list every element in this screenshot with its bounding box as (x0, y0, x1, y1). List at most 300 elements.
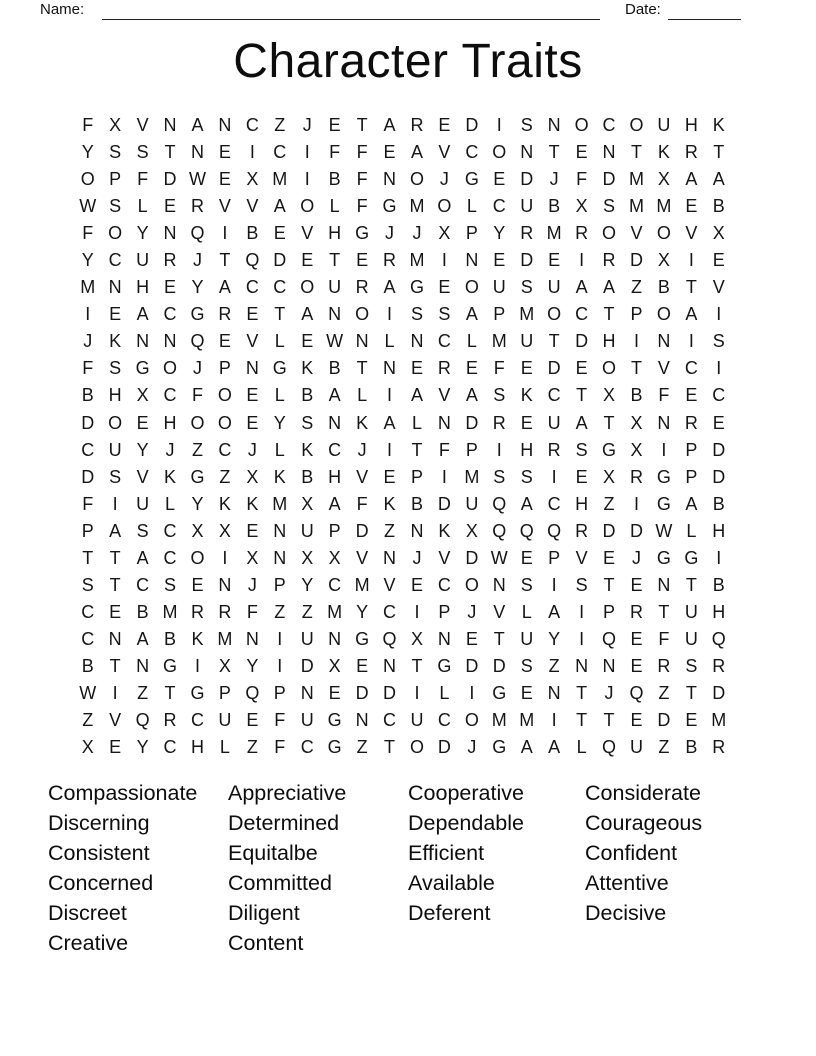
grid-cell-r18-c1: S (81, 574, 94, 595)
grid-cell-r6-c21: D (629, 250, 643, 271)
grid-cell-r7-c17: S (520, 277, 533, 298)
grid-cell-r23-c16: M (491, 710, 507, 731)
grid-cell-r6-c15: N (465, 250, 479, 271)
grid-cell-r21-c19: N (575, 655, 589, 676)
grid-cell-r15-c21: I (633, 493, 639, 514)
grid-cell-r18-c6: N (218, 574, 232, 595)
grid-cell-r12-c11: K (356, 412, 369, 433)
word-list-item: Dependable (408, 810, 524, 835)
name-label: Name: (40, 1, 85, 18)
grid-cell-r21-c1: B (81, 655, 94, 676)
grid-cell-r23-c24: M (711, 710, 727, 731)
grid-cell-r22-c8: P (273, 683, 286, 703)
word-list-item: Determined (228, 810, 340, 835)
grid-cell-r13-c12: I (387, 439, 393, 460)
grid-cell-r5-c4: N (163, 223, 177, 244)
grid-cell-r3-c19: F (576, 169, 588, 190)
grid-cell-r14-c6: Z (219, 466, 231, 487)
grid-cell-r9-c13: N (410, 331, 424, 352)
grid-cell-r10-c14: R (437, 358, 451, 379)
grid-cell-r7-c1: M (80, 277, 96, 298)
grid-cell-r20-c4: B (164, 628, 177, 649)
date-blank-line (668, 2, 741, 20)
grid-cell-r3-c1: O (80, 169, 95, 190)
grid-cell-r9-c6: E (218, 331, 231, 352)
grid-cell-r6-c9: E (301, 250, 314, 271)
grid-cell-r18-c13: E (410, 574, 423, 595)
grid-cell-r20-c24: Q (711, 628, 726, 649)
grid-cell-r14-c3: V (136, 466, 149, 487)
grid-cell-r18-c14: C (437, 574, 451, 595)
grid-cell-r7-c22: B (657, 277, 670, 298)
grid-cell-r21-c24: R (712, 655, 726, 676)
grid-cell-r10-c23: C (684, 358, 698, 379)
grid-cell-r9-c3: N (136, 331, 150, 352)
word-column-4 (585, 779, 702, 929)
grid-cell-r12-c12: A (383, 412, 396, 433)
grid-cell-r9-c20: H (602, 331, 616, 352)
word-column-2 (228, 779, 346, 958)
grid-cell-r5-c10: H (328, 223, 342, 244)
grid-cell-r9-c10: W (326, 331, 344, 352)
grid-cell-r14-c17: S (520, 466, 533, 487)
grid-cell-r20-c22: F (658, 628, 670, 649)
grid-cell-r14-c9: B (301, 466, 314, 487)
grid-cell-r16-c9: U (300, 520, 314, 541)
grid-cell-r15-c24: B (712, 493, 725, 514)
grid-cell-r22-c23: T (685, 683, 697, 703)
grid-cell-r15-c1: F (82, 493, 94, 514)
grid-cell-r22-c20: J (604, 683, 614, 703)
grid-cell-r4-c15: L (466, 196, 477, 217)
grid-cell-r23-c7: E (246, 710, 259, 731)
grid-cell-r16-c7: E (246, 520, 259, 541)
grid-cell-r1-c24: K (712, 115, 725, 136)
word-column-3 (408, 779, 524, 929)
grid-cell-r3-c11: F (356, 169, 368, 190)
grid-cell-r15-c2: I (112, 493, 118, 514)
grid-cell-r5-c20: O (602, 223, 617, 244)
grid-cell-r11-c8: L (274, 385, 285, 406)
grid-cell-r20-c10: N (328, 628, 342, 649)
grid-cell-r13-c14: F (438, 439, 450, 460)
grid-cell-r3-c6: E (218, 169, 231, 190)
grid-cell-r6-c22: X (657, 250, 670, 271)
grid-cell-r7-c12: A (383, 277, 396, 298)
grid-cell-r3-c7: X (246, 169, 259, 190)
grid-cell-r17-c13: J (412, 547, 422, 568)
grid-cell-r21-c11: E (356, 655, 369, 676)
grid-cell-r14-c5: G (190, 466, 205, 487)
grid-cell-r15-c3: U (136, 493, 150, 514)
grid-cell-r1-c3: V (136, 115, 149, 136)
grid-cell-r21-c12: N (383, 655, 397, 676)
grid-cell-r4-c19: X (575, 196, 588, 217)
grid-cell-r16-c1: P (81, 520, 94, 541)
grid-cell-r19-c17: L (521, 601, 532, 622)
grid-cell-r12-c14: N (437, 412, 451, 433)
grid-cell-r4-c16: C (492, 196, 506, 217)
grid-cell-r7-c16: U (492, 277, 506, 298)
grid-cell-r24-c4: C (163, 737, 177, 758)
grid-cell-r6-c10: T (329, 250, 341, 271)
grid-cell-r24-c13: O (409, 737, 424, 758)
grid-cell-r12-c5: O (190, 412, 205, 433)
grid-cell-r8-c3: A (136, 304, 149, 325)
grid-cell-r23-c2: V (109, 710, 122, 731)
word-list-item: Decisive (585, 900, 667, 925)
grid-cell-r22-c3: Z (137, 683, 149, 703)
grid-cell-r1-c10: E (328, 115, 341, 136)
grid-cell-r23-c3: Q (135, 710, 150, 731)
grid-cell-r7-c14: E (438, 277, 451, 298)
grid-cell-r13-c19: S (575, 439, 588, 460)
grid-cell-r13-c1: C (81, 439, 95, 460)
grid-cell-r5-c8: E (273, 223, 286, 244)
grid-cell-r22-c1: W (79, 683, 97, 703)
grid-cell-r21-c16: D (492, 655, 506, 676)
grid-cell-r13-c2: U (108, 439, 122, 460)
grid-cell-r4-c5: R (190, 196, 204, 217)
grid-cell-r17-c3: A (136, 547, 149, 568)
grid-cell-r5-c5: Q (190, 223, 205, 244)
grid-cell-r24-c9: C (300, 737, 314, 758)
word-list-item: Diligent (228, 900, 300, 925)
grid-cell-r24-c19: L (576, 737, 587, 758)
grid-cell-r3-c13: O (409, 169, 424, 190)
grid-cell-r4-c13: M (409, 196, 425, 217)
grid-cell-r14-c18: I (551, 466, 557, 487)
grid-cell-r21-c17: S (520, 655, 533, 676)
word-list-item: Appreciative (228, 781, 347, 805)
grid-cell-r7-c24: V (712, 277, 725, 298)
grid-cell-r13-c16: I (496, 439, 502, 460)
grid-cell-r10-c7: N (245, 358, 259, 379)
grid-cell-r10-c9: K (301, 358, 314, 379)
grid-cell-r10-c17: E (520, 358, 533, 379)
grid-cell-r22-c19: T (576, 683, 588, 703)
grid-cell-r11-c21: B (630, 385, 643, 406)
grid-cell-r14-c12: E (383, 466, 396, 487)
grid-cell-r23-c12: C (383, 710, 397, 731)
grid-cell-r23-c22: D (657, 710, 671, 731)
grid-cell-r6-c14: I (441, 250, 447, 271)
word-list-item: Discreet (48, 900, 127, 925)
word-list-item: Compassionate (48, 781, 198, 805)
grid-cell-r14-c13: P (410, 466, 423, 487)
grid-cell-r21-c23: S (685, 655, 698, 676)
grid-cell-r8-c19: C (575, 304, 589, 325)
grid-cell-r20-c11: G (355, 628, 370, 649)
grid-cell-r18-c23: T (685, 574, 697, 595)
grid-cell-r17-c2: T (109, 547, 121, 568)
grid-cell-r1-c11: T (356, 115, 368, 136)
word-list-item: Equitalbe (228, 840, 318, 865)
grid-cell-r1-c19: O (574, 115, 589, 136)
grid-cell-r19-c8: Z (274, 601, 286, 622)
grid-cell-r3-c22: X (657, 169, 670, 190)
grid-cell-r12-c20: T (603, 412, 615, 433)
grid-cell-r21-c14: G (437, 655, 452, 676)
grid-cell-r11-c10: A (328, 385, 341, 406)
grid-cell-r22-c12: D (383, 683, 397, 703)
grid-cell-r5-c3: Y (136, 223, 149, 244)
grid-cell-r24-c23: B (685, 737, 698, 758)
grid-cell-r3-c12: N (383, 169, 397, 190)
grid-cell-r21-c8: I (277, 655, 283, 676)
grid-cell-r8-c14: S (438, 304, 451, 325)
grid-cell-r12-c13: L (411, 412, 422, 433)
grid-cell-r2-c2: S (109, 142, 122, 163)
grid-cell-r1-c15: D (465, 115, 479, 136)
grid-cell-r23-c20: T (603, 710, 615, 731)
word-list-item: Available (408, 870, 495, 895)
grid-cell-r1-c9: J (302, 115, 312, 136)
grid-cell-r14-c1: D (81, 466, 95, 487)
grid-cell-r13-c11: J (357, 439, 367, 460)
grid-cell-r5-c9: V (301, 223, 314, 244)
grid-cell-r3-c15: G (464, 169, 479, 190)
grid-cell-r16-c23: L (686, 520, 697, 541)
grid-cell-r7-c5: Y (191, 277, 204, 298)
grid-cell-r10-c20: O (602, 358, 617, 379)
grid-cell-r10-c4: O (163, 358, 178, 379)
grid-cell-r9-c11: N (355, 331, 369, 352)
grid-cell-r6-c17: D (520, 250, 534, 271)
grid-cell-r11-c18: C (547, 385, 561, 406)
grid-cell-r11-c9: B (301, 385, 314, 406)
grid-cell-r12-c24: E (712, 412, 725, 433)
grid-cell-r22-c2: I (112, 683, 118, 703)
grid-cell-r19-c18: A (548, 601, 561, 622)
grid-cell-r17-c23: G (684, 547, 699, 568)
grid-cell-r23-c21: E (630, 710, 643, 731)
page-title: Character Traits (233, 35, 583, 88)
grid-cell-r12-c7: E (246, 412, 259, 433)
grid-cell-r11-c23: E (685, 385, 698, 406)
grid-cell-r1-c20: C (602, 115, 616, 136)
grid-cell-r14-c19: E (575, 466, 588, 487)
grid-cell-r22-c18: N (547, 683, 561, 703)
grid-cell-r5-c14: X (438, 223, 451, 244)
grid-cell-r9-c2: K (109, 331, 122, 352)
grid-cell-r20-c1: C (81, 628, 95, 649)
grid-cell-r7-c13: G (409, 277, 424, 298)
grid-cell-r2-c12: E (383, 142, 396, 163)
grid-cell-r2-c11: F (356, 142, 368, 163)
grid-cell-r21-c20: N (602, 655, 616, 676)
grid-cell-r3-c16: E (493, 169, 506, 190)
grid-cell-r19-c11: Y (356, 601, 369, 622)
grid-cell-r5-c13: J (412, 223, 422, 244)
grid-cell-r8-c23: A (685, 304, 698, 325)
grid-cell-r12-c16: R (492, 412, 506, 433)
grid-cell-r10-c21: T (630, 358, 642, 379)
grid-cell-r9-c15: L (466, 331, 477, 352)
grid-cell-r18-c5: E (191, 574, 204, 595)
grid-cell-r15-c22: G (656, 493, 671, 514)
grid-cell-r4-c6: V (218, 196, 231, 217)
grid-cell-r20-c6: M (217, 628, 233, 649)
grid-cell-r15-c23: A (685, 493, 698, 514)
grid-cell-r21-c6: X (218, 655, 231, 676)
grid-cell-r11-c5: F (191, 385, 203, 406)
grid-cell-r24-c1: X (81, 737, 94, 758)
grid-cell-r14-c4: K (164, 466, 177, 487)
grid-cell-r7-c3: H (136, 277, 150, 298)
word-list-item: Attentive (585, 870, 669, 895)
grid-cell-r7-c11: R (355, 277, 369, 298)
grid-cell-r2-c14: V (438, 142, 451, 163)
grid-cell-r7-c8: C (273, 277, 287, 298)
grid-cell-r1-c6: N (218, 115, 232, 136)
grid-cell-r13-c5: Z (191, 439, 203, 460)
grid-cell-r13-c23: P (685, 439, 698, 460)
grid-cell-r17-c22: G (656, 547, 671, 568)
grid-cell-r13-c15: P (465, 439, 478, 460)
grid-cell-r1-c13: R (410, 115, 424, 136)
grid-cell-r4-c10: L (329, 196, 340, 217)
grid-cell-r23-c1: Z (82, 710, 94, 731)
grid-cell-r1-c16: I (496, 115, 502, 136)
grid-cell-r11-c17: K (520, 385, 533, 406)
grid-cell-r20-c14: N (437, 628, 451, 649)
grid-cell-r11-c13: A (410, 385, 423, 406)
grid-cell-r2-c23: R (684, 142, 698, 163)
grid-cell-r3-c9: I (304, 169, 310, 190)
grid-cell-r18-c10: C (328, 574, 342, 595)
grid-cell-r4-c8: A (273, 196, 286, 217)
grid-cell-r6-c5: J (192, 250, 202, 271)
word-list-item: Efficient (408, 840, 485, 865)
grid-cell-r13-c13: T (411, 439, 423, 460)
grid-cell-r1-c14: E (438, 115, 451, 136)
grid-cell-r24-c22: Z (658, 737, 670, 758)
grid-cell-r16-c16: Q (492, 520, 507, 541)
grid-cell-r10-c12: N (383, 358, 397, 379)
grid-cell-r16-c5: X (191, 520, 204, 541)
grid-cell-r15-c6: K (218, 493, 231, 514)
grid-cell-r10-c19: E (575, 358, 588, 379)
grid-cell-r17-c15: D (465, 547, 479, 568)
grid-cell-r8-c15: A (465, 304, 478, 325)
grid-cell-r20-c17: U (520, 628, 534, 649)
grid-cell-r18-c15: O (464, 574, 479, 595)
grid-cell-r22-c10: E (328, 683, 341, 703)
grid-cell-r2-c21: T (630, 142, 642, 163)
grid-cell-r2-c22: K (657, 142, 670, 163)
grid-cell-r18-c2: T (109, 574, 121, 595)
grid-cell-r24-c10: G (327, 737, 342, 758)
grid-cell-r1-c17: S (520, 115, 533, 136)
grid-cell-r20-c2: N (108, 628, 122, 649)
grid-cell-r24-c2: E (109, 737, 122, 758)
grid-cell-r6-c3: U (136, 250, 150, 271)
grid-cell-r21-c22: R (657, 655, 671, 676)
grid-cell-r18-c21: E (630, 574, 643, 595)
grid-cell-r24-c14: D (437, 737, 451, 758)
grid-cell-r4-c21: M (628, 196, 644, 217)
grid-cell-r10-c18: D (547, 358, 561, 379)
grid-cell-r19-c22: T (658, 601, 670, 622)
grid-cell-r5-c16: Y (493, 223, 506, 244)
grid-cell-r22-c16: G (492, 683, 507, 703)
word-list-item: Consistent (48, 840, 150, 865)
grid-cell-r18-c9: Y (301, 574, 314, 595)
grid-cell-r24-c5: H (190, 737, 204, 758)
grid-cell-r3-c18: J (549, 169, 559, 190)
grid-cell-r23-c14: C (437, 710, 451, 731)
grid-cell-r4-c4: E (164, 196, 177, 217)
grid-cell-r17-c17: E (520, 547, 533, 568)
grid-cell-r22-c14: L (439, 683, 450, 703)
grid-cell-r3-c20: D (602, 169, 616, 190)
grid-cell-r24-c12: T (384, 737, 396, 758)
grid-cell-r12-c22: N (657, 412, 671, 433)
grid-cell-r23-c19: T (576, 710, 588, 731)
grid-cell-r24-c7: Z (246, 737, 258, 758)
grid-cell-r9-c18: T (548, 331, 560, 352)
grid-cell-r5-c17: R (520, 223, 534, 244)
grid-cell-r5-c11: G (355, 223, 370, 244)
grid-cell-r17-c5: O (190, 547, 205, 568)
grid-cell-r1-c12: A (383, 115, 396, 136)
grid-cell-r2-c16: O (492, 142, 507, 163)
grid-cell-r11-c24: C (712, 385, 726, 406)
grid-cell-r8-c10: N (328, 304, 342, 325)
grid-cell-r12-c8: Y (273, 412, 286, 433)
grid-cell-r4-c18: B (548, 196, 561, 217)
grid-cell-r19-c10: M (327, 601, 343, 622)
grid-cell-r19-c1: C (81, 601, 95, 622)
grid-cell-r13-c18: R (547, 439, 561, 460)
grid-cell-r17-c21: J (631, 547, 641, 568)
grid-cell-r19-c15: J (467, 601, 477, 622)
grid-cell-r3-c4: D (163, 169, 177, 190)
grid-cell-r9-c23: I (688, 331, 694, 352)
grid-cell-r16-c4: C (163, 520, 177, 541)
grid-cell-r8-c7: E (246, 304, 259, 325)
grid-cell-r2-c4: T (164, 142, 176, 163)
grid-cell-r19-c20: P (603, 601, 616, 622)
grid-cell-r19-c7: F (246, 601, 258, 622)
grid-cell-r23-c6: U (218, 710, 232, 731)
grid-cell-r17-c16: W (490, 547, 508, 568)
grid-cell-r21-c2: T (109, 655, 121, 676)
grid-cell-r12-c21: X (630, 412, 643, 433)
grid-cell-r19-c9: Z (301, 601, 313, 622)
grid-cell-r18-c11: M (354, 574, 370, 595)
grid-cell-r18-c20: T (603, 574, 615, 595)
grid-cell-r17-c24: I (716, 547, 722, 568)
grid-cell-r15-c16: Q (492, 493, 507, 514)
grid-cell-r6-c7: Q (245, 250, 260, 271)
grid-cell-r10-c2: S (109, 358, 122, 379)
grid-cell-r20-c18: Y (548, 628, 561, 649)
grid-cell-r24-c21: U (629, 737, 643, 758)
grid-cell-r22-c22: Z (658, 683, 670, 703)
grid-cell-r3-c14: J (439, 169, 449, 190)
grid-cell-r20-c12: Q (382, 628, 397, 649)
name-blank-line (102, 2, 600, 20)
grid-cell-r4-c2: S (109, 196, 122, 217)
grid-cell-r18-c12: V (383, 574, 396, 595)
grid-cell-r1-c5: A (191, 115, 204, 136)
grid-cell-r19-c2: E (109, 601, 122, 622)
grid-cell-r22-c6: P (218, 683, 231, 703)
word-list-item: Cooperative (408, 781, 524, 805)
grid-cell-r14-c20: X (603, 466, 616, 487)
